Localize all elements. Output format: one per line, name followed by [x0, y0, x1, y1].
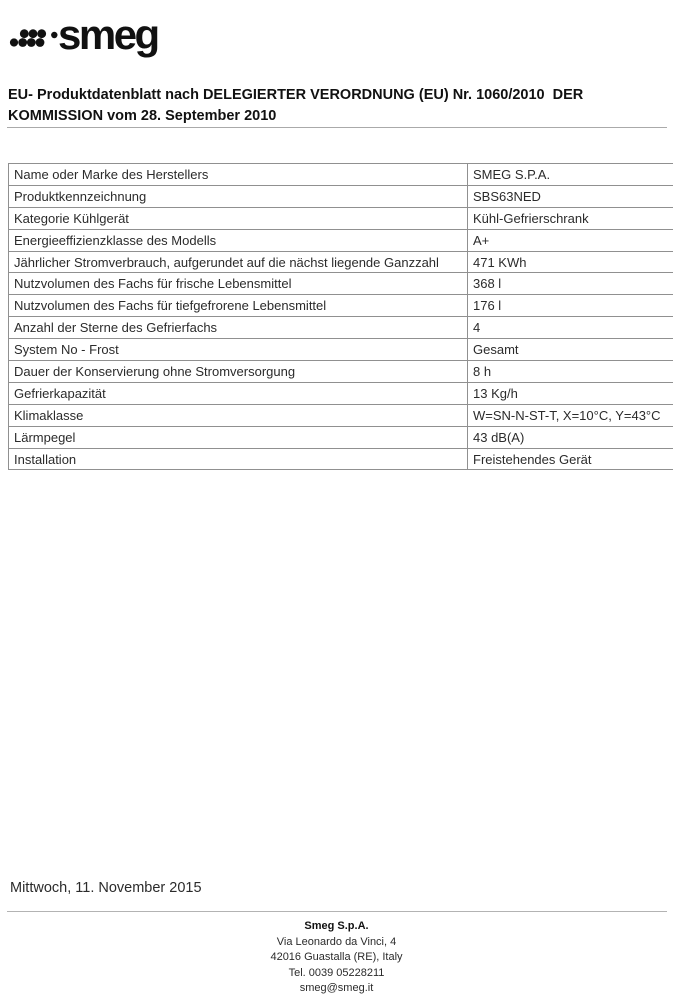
table-row	[9, 229, 673, 251]
table-row	[9, 361, 673, 383]
footer-address-line-1: Via Leonardo da Vinci, 4	[276, 935, 397, 948]
page-title-line-1: EU- Produktdatenblatt nach DELEGIERTER VERORDNUNG (EU) Nr. 1060/2010 DER	[8, 87, 584, 103]
spec-label: Produktkennzeichnung	[9, 185, 468, 207]
table-row	[9, 339, 673, 361]
smeg-logo	[8, 12, 188, 64]
smeg-dots-icon	[8, 12, 60, 64]
spec-value: 43 dB(A)	[468, 426, 673, 448]
spec-value: Kühl-Gefrierschrank	[468, 207, 673, 229]
table-row	[9, 164, 673, 186]
date-text: Mittwoch, 11. November 2015	[10, 880, 202, 896]
table-row	[9, 251, 673, 273]
spec-value: 176 l	[468, 295, 673, 317]
table-row	[9, 295, 673, 317]
spec-label: Name oder Marke des Herstellers	[9, 164, 468, 186]
heading-divider	[7, 127, 667, 128]
table-row	[9, 448, 673, 470]
footer-email-address: smeg@smeg.it	[299, 982, 374, 995]
spec-value: 471 KWh	[468, 251, 673, 273]
spec-value: SBS63NED	[468, 185, 673, 207]
smeg-logo-text: smeg	[58, 11, 158, 58]
footer-phone-number: Tel. 0039 05228211	[288, 966, 385, 979]
footer-divider	[7, 911, 667, 912]
table-row	[9, 185, 673, 207]
spec-value: W=SN-N-ST-T, X=10°C, Y=43°C	[468, 404, 673, 426]
page-title	[8, 85, 668, 126]
spec-label: System No - Frost	[9, 339, 468, 361]
spec-value: 4	[468, 317, 673, 339]
table-row	[9, 404, 673, 426]
spec-table	[8, 163, 673, 470]
spec-label: Dauer der Konservierung ohne Stromversorgung	[9, 361, 468, 383]
spec-value: Gesamt	[468, 339, 673, 361]
spec-label: Kategorie Kühlgerät	[9, 207, 468, 229]
table-row	[9, 317, 673, 339]
table-row	[9, 382, 673, 404]
spec-label: Anzahl der Sterne des Gefrierfachs	[9, 317, 468, 339]
spec-label: Klimaklasse	[9, 404, 468, 426]
spec-value: 8 h	[468, 361, 673, 383]
footer-address-line-2: 42016 Guastalla (RE), Italy	[270, 951, 403, 964]
spec-label: Gefrierkapazität	[9, 382, 468, 404]
table-row	[9, 207, 673, 229]
spec-label: Jährlicher Stromverbrauch, aufgerundet auf die nächst liegende Ganzzahl	[9, 251, 468, 273]
table-row	[9, 273, 673, 295]
page-title-line-2: KOMMISSION vom 28. September 2010	[8, 107, 277, 124]
spec-label: Lärmpegel	[9, 426, 468, 448]
spec-value: SMEG S.P.A.	[468, 164, 673, 186]
spec-label: Nutzvolumen des Fachs für tiefgefrorene Lebensmittel	[9, 295, 468, 317]
spec-label: Energieeffizienzklasse des Modells	[9, 229, 468, 251]
footer-block	[0, 919, 673, 997]
footer-company-name: Smeg S.p.A.	[304, 920, 369, 932]
spec-value: 13 Kg/h	[468, 382, 673, 404]
table-row	[9, 426, 673, 448]
spec-value: 368 l	[468, 273, 673, 295]
spec-value: Freistehendes Gerät	[468, 448, 673, 470]
spec-label: Installation	[9, 448, 468, 470]
spec-label: Nutzvolumen des Fachs für frische Lebensmittel	[9, 273, 468, 295]
spec-value: A+	[468, 229, 673, 251]
